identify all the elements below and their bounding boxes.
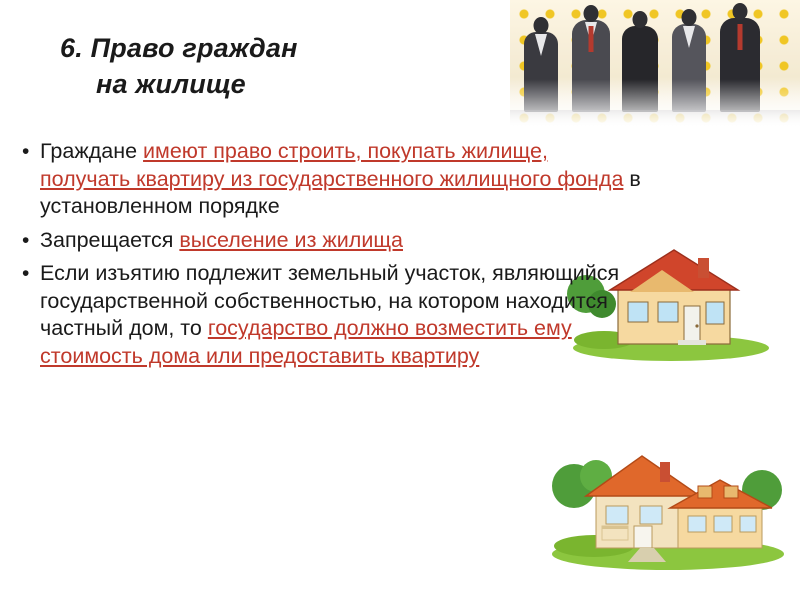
bullet-2-text-plain-1: Запрещается xyxy=(40,227,180,252)
business-people-photo xyxy=(510,0,800,128)
list-item xyxy=(18,138,643,221)
house-lower-illustration xyxy=(548,422,788,572)
list-item xyxy=(18,227,643,255)
bullet-marker: • xyxy=(22,262,30,286)
list-item xyxy=(18,260,643,370)
bullet-3-text-highlight: государство должно возместить ему стоимость дома или предоставить квартиру xyxy=(40,316,572,368)
bullet-marker: • xyxy=(22,140,30,164)
bullet-1-text-plain-1: Граждане xyxy=(40,139,144,163)
page-title-line-1: 6. Право граждан xyxy=(60,33,298,63)
bullet-2-text-highlight: выселение из жилища xyxy=(179,227,403,252)
page-title-line-2: на жилище xyxy=(96,69,246,100)
cottage-icon xyxy=(548,422,788,572)
bullet-3-text-plain-1: Если изъятию подлежит земельный участок, являющийся государственной собственностью, на котором находится частный дом, то xyxy=(40,261,620,341)
photo-fade xyxy=(510,0,800,128)
page-title xyxy=(60,30,500,103)
bullet-list xyxy=(18,138,643,376)
bullet-marker: • xyxy=(22,228,30,252)
bullet-1-text-highlight: имеют право строить, покупать жилище, получать квартиру из государственного жилищного фонда xyxy=(40,139,624,191)
bullet-1-text-plain-2: в установленном порядке xyxy=(40,166,641,219)
